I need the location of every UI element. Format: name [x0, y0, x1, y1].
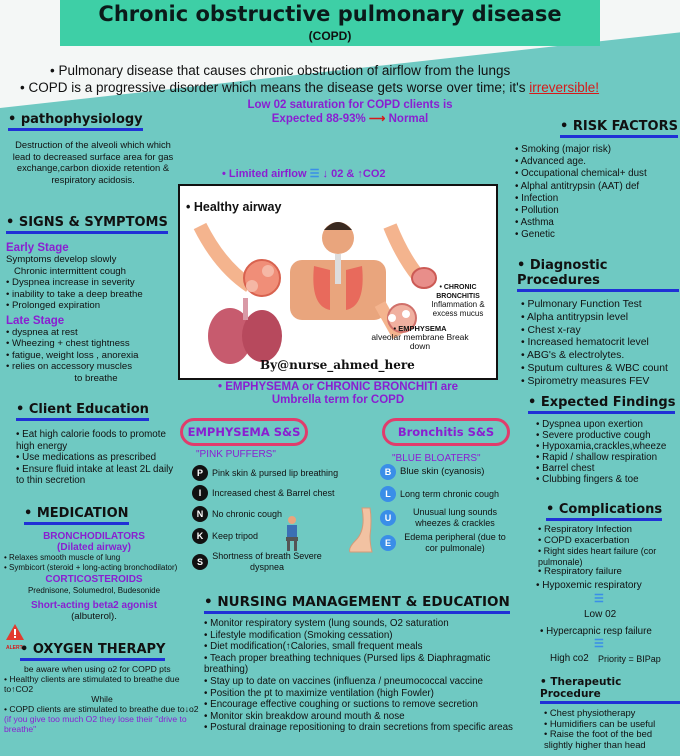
- low-o2: Low 02: [584, 609, 617, 620]
- list-item: • relies on accessory muscles: [6, 361, 186, 373]
- edema-leg-icon: [342, 506, 376, 554]
- item-text: Increased chest & Barrel chest: [212, 487, 335, 498]
- letter-badge: N: [192, 506, 208, 522]
- pink-puffers: "PINK PUFFERS": [196, 449, 276, 460]
- list-item: • COPD exacerbation: [538, 536, 680, 547]
- page-title: Chronic obstructive pulmonary disease: [98, 2, 562, 26]
- oxygen-list-2: [4, 704, 200, 714]
- diagnostic-heading-text: Diagnostic Procedures: [517, 258, 608, 288]
- healthy-airway-text: Healthy airway: [193, 200, 282, 214]
- client-education-section: [16, 400, 181, 487]
- list-item: • Monitor skin breakdow around mouth & nose: [204, 711, 522, 723]
- hypoxemic-label: • Hypoxemic respiratory: [536, 580, 642, 591]
- late-stage-list: [6, 327, 186, 385]
- list-item: • Severe productive cough: [536, 430, 680, 441]
- alert-label: ALERT: [6, 645, 23, 651]
- high-co2: High co2: [550, 653, 589, 664]
- list-item: • Respiratory failure: [538, 567, 680, 578]
- list-item: • Asthma: [515, 217, 680, 229]
- emphysema-item-i: [192, 485, 372, 501]
- list-item: • Monitor respiratory system (lung sounds, O2 saturation: [204, 618, 522, 630]
- intro-line-2: • COPD is a progressive disorder which means the disease gets worse over time; it's irreversible!: [20, 80, 600, 95]
- emphysema-callout-label: • EMPHYSEMA: [393, 324, 447, 333]
- bronchitis-ss-title: Bronchitis S&S: [382, 418, 510, 446]
- list-item: • Encourage effective coughing or suctions to remove secretion: [204, 699, 522, 711]
- findings-heading-text: Expected Findings: [540, 395, 676, 410]
- limited-airflow: • Limited airflow ☰ ↓ 02 & ↑CO2: [222, 168, 386, 180]
- bronchitis-callout-label-text: CHRONIC BRONCHITIS: [436, 284, 480, 300]
- emphysema-item-p: [192, 465, 372, 481]
- list-item: • Humidifiers can be useful: [544, 719, 680, 730]
- list-item: • Diet modification(↑Calories, small frequent meals: [204, 641, 522, 653]
- list-item: • COPD clients are stimulated to breathe due to↓o2: [4, 704, 200, 714]
- list-item: • Right sides heart failure (cor pulmonale): [538, 546, 680, 567]
- bronchodilators-label: BRONCHODILATORS: [43, 531, 145, 542]
- letter-badge: L: [380, 486, 396, 502]
- list-item: • Sputum cultures & WBC count: [521, 363, 679, 376]
- late-tail: to breathe: [74, 372, 118, 384]
- list-item: • Increased hematocrit level: [521, 337, 679, 350]
- early-line: Chronic intermittent cough: [14, 265, 126, 277]
- beta-agonist-label: Short-acting beta2 agonist: [30, 599, 158, 611]
- list-item: • Symbicort (steroid + long-acting bronchodilator): [4, 563, 184, 573]
- list-item: • Chest x-ray: [521, 325, 679, 338]
- letter-badge: S: [192, 554, 208, 570]
- late-stage-label: Late Stage: [6, 314, 65, 327]
- list-item: • Rapid / shallow respiration: [536, 452, 680, 463]
- list-item: • Relaxes smooth muscle of lung: [4, 553, 184, 563]
- item-text: Keep tripod: [212, 530, 259, 541]
- list-item: • Hypoxamia,crackles,wheeze: [536, 441, 680, 452]
- emphysema-item-s: [192, 551, 372, 572]
- list-item: • Wheezing + chest tightness: [6, 338, 186, 350]
- intro: [8, 62, 676, 96]
- list-item: • Genetic: [515, 229, 680, 241]
- item-text: Unusual lung sounds wheezes & crackles: [412, 507, 498, 528]
- intro-line-1: • Pulmonary disease that causes chronic obstruction of airflow from the lungs: [50, 63, 511, 78]
- early-stage-list: [6, 254, 186, 312]
- list-item: • Alphal antitrypsin (AAT) def: [515, 181, 680, 193]
- pathophysiology-text: Destruction of the alveoli which which lead to decreased surface area for gas exchange,carbon dioxide retention & respiratory acidosis.: [12, 139, 174, 185]
- list-item: • Position the pt to maximize ventilation (high Fowler): [204, 688, 522, 700]
- letter-badge: E: [380, 535, 396, 551]
- nursing-heading-text: NURSING MANAGEMENT & EDUCATION: [217, 594, 510, 610]
- list-item: • Pollution: [515, 205, 680, 217]
- list-item: • Barrel chest: [536, 463, 680, 474]
- equals-icon: ☰: [594, 638, 604, 650]
- list-item: • Healthy clients are stimulated to breathe due to↑CO2: [4, 674, 200, 694]
- client-education-list: [16, 429, 181, 487]
- letter-badge: I: [192, 485, 208, 501]
- item-text: No chronic cough: [212, 508, 283, 519]
- oxygen-section: [4, 640, 200, 734]
- list-item: • Lifestyle modification (Smoking cessation): [204, 630, 522, 642]
- medication-section: [4, 504, 184, 622]
- diagnostic-heading: • Diagnostic Procedures: [517, 258, 679, 292]
- bronchodilators-sub: (Dilated airway): [57, 542, 131, 553]
- bronchodilators-list: [4, 553, 184, 572]
- letter-badge: K: [192, 528, 208, 544]
- corticosteroids-label: CORTICOSTEROIDS: [45, 574, 143, 585]
- list-item: • Clubbing fingers & toe: [536, 474, 680, 485]
- item-text: Blue skin (cyanosis): [400, 465, 485, 477]
- limited-airflow-result: ↓ 02 & ↑CO2: [322, 168, 386, 180]
- emphysema-ss-title: EMPHYSEMA S&S: [180, 418, 308, 446]
- nursing-section: [204, 593, 522, 734]
- list-item: • Chest physiotherapy: [544, 708, 680, 719]
- beta-agonist-text: (albuterol).: [71, 610, 117, 622]
- list-item: • Smoking (major risk): [515, 144, 680, 156]
- letter-badge: P: [192, 465, 208, 481]
- limited-airflow-label: Limited airflow: [228, 168, 307, 180]
- therapeutic-heading-text: Therapeutic Procedure: [540, 676, 622, 700]
- tripod-figure-icon: [280, 515, 304, 551]
- list-item: • Postural drainage repositioning to drain secretions from specific areas: [204, 722, 522, 734]
- complications-heading: • Complications: [546, 502, 662, 521]
- list-item: • Raise the foot of the bed slightly higher than head: [544, 729, 680, 750]
- risk-factors-list: [515, 144, 680, 242]
- nursing-heading: • NURSING MANAGEMENT & EDUCATION: [204, 594, 510, 614]
- pathophysiology-section: [8, 110, 178, 185]
- oxygen-while: While: [91, 694, 113, 704]
- list-item: • inability to take a deep breathe: [6, 289, 186, 301]
- bronchitis-callout: [418, 284, 498, 318]
- credit: By@nurse_ahmed_here: [260, 358, 415, 372]
- airway-illustration: [178, 184, 498, 380]
- list-item: • Ensure fluid intake at least 2L daily to thin secretion: [16, 464, 181, 487]
- client-education-heading-text: Client Education: [28, 402, 149, 417]
- list-item: • Prolonged expiration: [6, 300, 186, 312]
- priority-bipap: Priority = BIPap: [598, 654, 661, 664]
- bronchitis-item-u: [380, 507, 525, 528]
- therapeutic-list: [540, 708, 680, 750]
- findings-section: [528, 393, 680, 485]
- pathophysiology-heading: • pathophysiology: [8, 112, 143, 131]
- list-item: • Dyspnea upon exertion: [536, 419, 680, 430]
- risk-factors-heading: • RISK FACTORS: [560, 119, 678, 138]
- intro-line-1-text: Pulmonary disease that causes chronic obstruction of airflow from the lungs: [58, 63, 511, 78]
- equals-icon: ☰: [309, 168, 320, 180]
- o2-saturation-note: [200, 98, 500, 126]
- oxygen-list: [4, 674, 200, 694]
- corticosteroids-text: Prednisone, Solumedrol, Budesonide: [27, 586, 161, 595]
- diagnostic-section: [517, 258, 679, 389]
- intro-line-2-text: COPD is a progressive disorder which means the disease gets worse over time; it's: [28, 80, 526, 95]
- findings-list: [528, 419, 680, 485]
- early-line: Symptoms develop slowly: [6, 254, 117, 265]
- list-item: • Infection: [515, 193, 680, 205]
- list-item: • Use medications as prescribed: [16, 452, 181, 464]
- medication-heading-text: MEDICATION: [36, 506, 129, 521]
- bronchitis-callout-label: • CHRONIC BRONCHITIS: [436, 284, 480, 300]
- pathophysiology-heading-text: pathophysiology: [20, 112, 143, 127]
- list-item: • Advanced age.: [515, 156, 680, 168]
- findings-heading: • Expected Findings: [528, 395, 675, 414]
- bronchitis-item-b: [380, 464, 525, 480]
- list-item: • Occupational chemical+ dust: [515, 168, 680, 180]
- blue-bloaters: "BLUE BLOATERS": [392, 453, 481, 464]
- nursing-list: [204, 618, 522, 734]
- diagnostic-list: [517, 299, 679, 389]
- early-stage-label: Early Stage: [6, 242, 69, 254]
- list-item: • Eat high calorie foods to promote high energy: [16, 429, 181, 452]
- list-item: • Alpha antitrypsin level: [521, 312, 679, 325]
- letter-badge: U: [380, 510, 396, 526]
- item-text: Pink skin & pursed lip breathing: [212, 467, 339, 478]
- o2-expected: Expected 88-93%: [271, 113, 366, 125]
- oxygen-line-1: be aware when using o2 for COPD pts: [24, 664, 171, 674]
- emphysema-callout-label-text: EMPHYSEMA: [398, 324, 447, 333]
- umbrella-line-1: • EMPHYSEMA or CHRONIC BRONCHITI are: [217, 381, 459, 393]
- umbrella-line-1-text: EMPHYSEMA or CHRONIC BRONCHITI are: [225, 381, 459, 393]
- list-item: • Pulmonary Function Test: [521, 299, 679, 312]
- o2-note-line-2: [200, 112, 500, 126]
- list-item: • Dyspnea increase in severity: [6, 277, 186, 289]
- page-subtitle: (COPD): [308, 29, 352, 43]
- risk-factors-section: [515, 117, 680, 242]
- list-item: • ABG's & electrolytes.: [521, 350, 679, 363]
- irreversible-text: irreversible!: [529, 80, 600, 95]
- list-item: • Teach proper breathing techniques (Pursed lips & Diaphragmatic breathing): [204, 653, 522, 676]
- oxygen-heading: • OXYGEN THERAPY: [20, 642, 165, 661]
- list-item: • dyspnea at rest: [6, 327, 186, 339]
- signs-heading: • SIGNS & SYMPTOMS: [6, 215, 168, 234]
- o2-note-line-1: Low 02 saturation for COPD clients is: [247, 99, 453, 111]
- therapeutic-section: [540, 676, 680, 750]
- hypercapnic-label: • Hypercapnic resp failure: [540, 626, 652, 637]
- bronchitis-item-l: [380, 486, 525, 502]
- healthy-airway-label: • Healthy airway: [186, 200, 282, 214]
- item-text: Edema peripheral (due to cor pulmonale): [404, 532, 506, 553]
- emphysema-callout-desc: alveolar membrane Break down: [371, 332, 469, 351]
- list-item: • Stay up to date on vaccines (influenza / pneumococcal vaccine: [204, 676, 522, 688]
- bronchitis-item-e: [380, 532, 525, 553]
- signs-section: [6, 213, 186, 384]
- list-item: • Spirometry measures FEV: [521, 376, 679, 389]
- oxygen-heading-text: OXYGEN THERAPY: [32, 642, 166, 657]
- title-banner: [60, 0, 600, 46]
- risk-factors-heading-text: RISK FACTORS: [572, 119, 678, 134]
- oxygen-warning: (if you give too much O2 they lose their "drive to breathe": [4, 714, 187, 734]
- emphysema-callout: [370, 324, 470, 351]
- item-text: Shortness of breath Severe dyspnea: [212, 551, 322, 572]
- umbrella-note: [176, 381, 500, 407]
- o2-normal: Normal: [388, 113, 429, 125]
- complications-section: [538, 500, 680, 578]
- bronchitis-callout-desc: Inflammation & excess mucus: [431, 300, 485, 318]
- therapeutic-heading: • Therapeutic Procedure: [540, 676, 680, 704]
- list-item: • fatigue, weight loss , anorexia: [6, 350, 186, 362]
- equals-icon: ☰: [594, 593, 604, 605]
- hypoxemic-text: Hypoxemic respiratory: [542, 580, 642, 591]
- letter-badge: B: [380, 464, 396, 480]
- signs-heading-text: SIGNS & SYMPTOMS: [18, 215, 168, 230]
- arrow-right-icon: ⟶: [368, 113, 386, 125]
- medication-heading: • MEDICATION: [24, 506, 129, 525]
- list-item: • Respiratory Infection: [538, 525, 680, 536]
- hypercapnic-text: Hypercapnic resp failure: [546, 626, 652, 637]
- complications-list: [538, 525, 680, 578]
- complications-heading-text: Complications: [558, 502, 663, 517]
- umbrella-line-2: Umbrella term for COPD: [271, 394, 405, 406]
- item-text: Long term chronic cough: [400, 488, 500, 499]
- client-education-heading: • Client Education: [16, 402, 149, 421]
